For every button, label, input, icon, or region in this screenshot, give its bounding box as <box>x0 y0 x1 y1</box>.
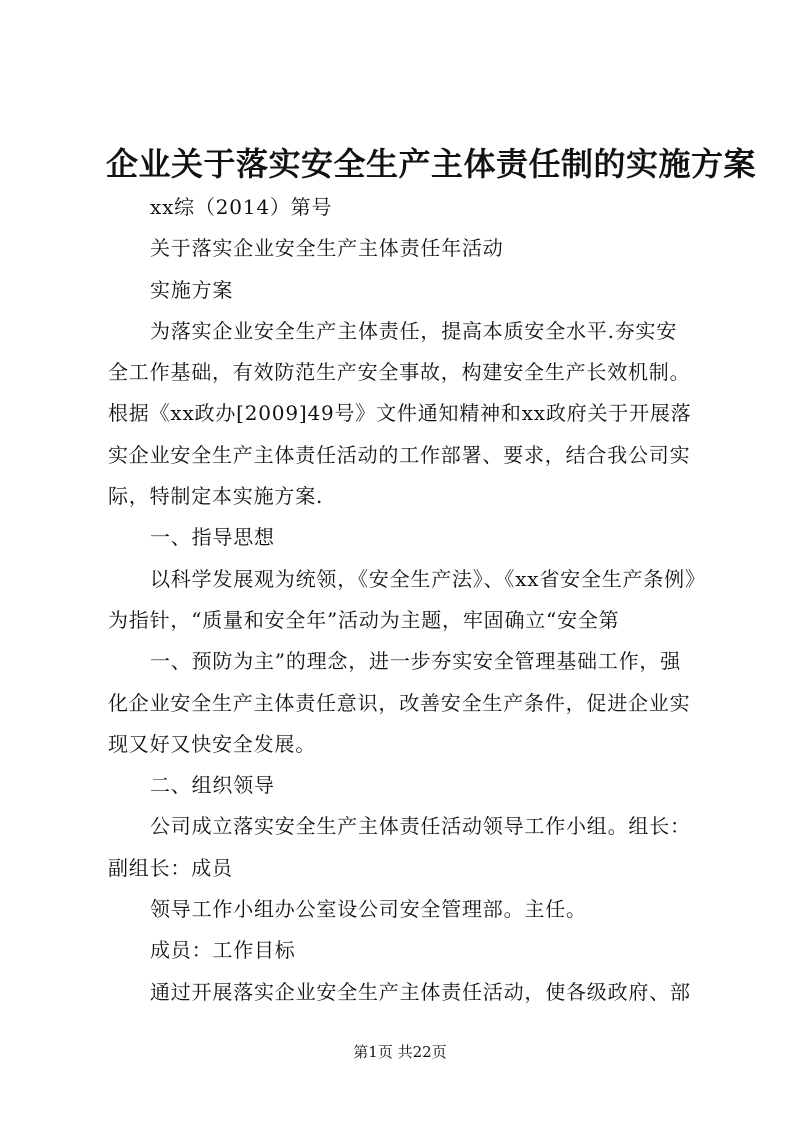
guiding-thought-paragraph-line: 一、预防为主”的理念，进一步夯实安全管理基础工作，强 <box>150 649 682 674</box>
guiding-thought-paragraph-line: 为指针，“质量和安全年”活动为主题，牢固确立“安全第 <box>108 607 620 632</box>
guiding-thought-paragraph-line: 化企业安全生产主体责任意识，改善安全生产条件，促进企业实 <box>108 690 691 715</box>
intro-paragraph-line: 实企业安全生产主体责任活动的工作部署、要求，结合我公司实 <box>108 442 691 467</box>
organization-paragraph-line: 公司成立落实安全生产主体责任活动领导工作小组。组长： <box>150 814 691 839</box>
document-number: xx综（2014）第号 <box>150 195 333 219</box>
activity-title: 关于落实企业安全生产主体责任年活动 <box>150 236 504 261</box>
document-title: 企业关于落实安全生产主体责任制的实施方案 <box>106 145 757 183</box>
work-goal-paragraph-line: 通过开展落实企业安全生产主体责任活动，使各级政府、部 <box>150 979 691 1004</box>
guiding-thought-paragraph-line: 以科学发展观为统领，《安全生产法》、《xx省安全生产条例》 <box>150 566 706 591</box>
organization-paragraph-line: 成员：工作目标 <box>150 938 296 963</box>
intro-paragraph-line: 根据《xx政办[2009]49号》文件通知精神和xx政府关于开展落 <box>108 401 692 426</box>
organization-paragraph-line: 领导工作小组办公室设公司安全管理部。主任。 <box>150 897 587 922</box>
document-body <box>108 188 713 1014</box>
guiding-thought-paragraph-line: 现又好又快安全发展。 <box>108 731 316 756</box>
page-number-footer: 第1页 共22页 <box>353 1043 447 1061</box>
intro-paragraph-line: 为落实企业安全生产主体责任，提高本质安全水平.夯实安 <box>150 318 678 343</box>
plan-subtitle: 实施方案 <box>150 277 234 302</box>
section-heading-organization: 二、组织领导 <box>150 773 275 798</box>
intro-paragraph-line: 全工作基础，有效防范生产安全事故，构建安全生产长效机制。 <box>108 360 691 385</box>
intro-paragraph-line: 际，特制定本实施方案. <box>108 484 324 509</box>
section-heading-guiding-thought: 一、指导思想 <box>150 525 275 550</box>
organization-paragraph-line: 副组长：成员 <box>108 855 233 880</box>
